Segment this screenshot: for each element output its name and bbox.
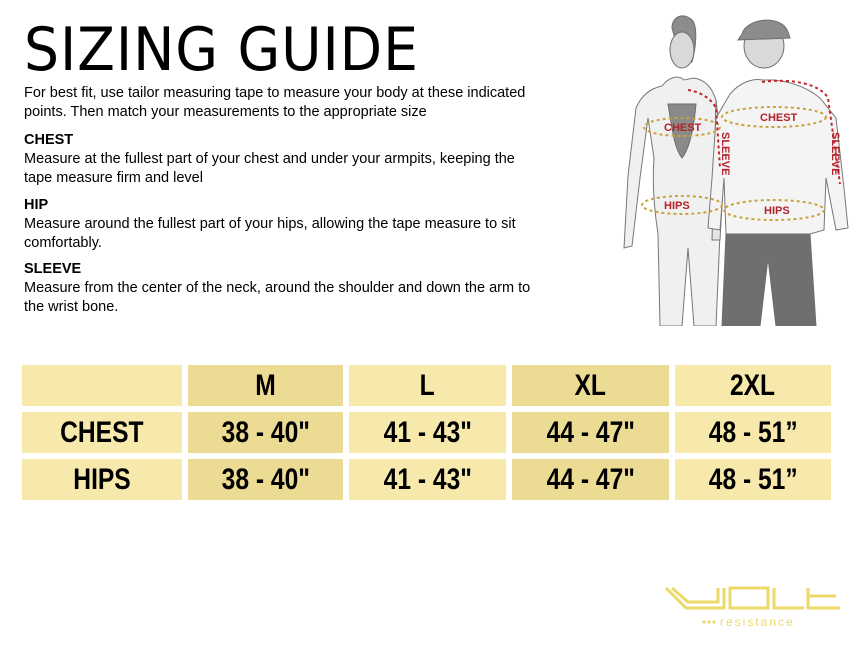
sleeve-heading: SLEEVE [24,261,82,277]
table-cell: 38 - 40" [188,412,343,453]
man-hips-label: HIPS [764,205,790,217]
man-chest-label: CHEST [760,112,798,124]
woman-sleeve-label: SLEEVE [719,132,731,176]
hip-description: Measure around the fullest part of your hips, allowing the tape measure to sit comfortably. [24,216,516,251]
table-cell: 41 - 43" [349,459,506,500]
table-header-cell: M [188,365,343,406]
volt-resistance-logo [664,582,848,630]
row-label-cell: HIPS [22,459,182,500]
woman-silhouette [624,16,724,326]
table-header-cell: L [349,365,506,406]
table-header-cell: XL [512,365,669,406]
size-chart-table [16,359,837,506]
intro-text: For best fit, use tailor measuring tape to measure your body at these indicated points. Then match your measurements to the appropriate size [24,85,526,120]
table-header-cell: 2XL [675,365,831,406]
table-row [22,459,831,500]
page-title: SIZING GUIDE [24,15,419,85]
table-header-row [22,365,831,406]
table-cell: 44 - 47" [512,412,669,453]
table-cell: 38 - 40" [188,459,343,500]
table-cell: 48 - 51” [675,459,831,500]
man-sleeve-label: SLEEVE [829,132,841,176]
row-label-cell: CHEST [22,412,182,453]
measurement-figure-illustration [612,8,860,326]
woman-chest-label: CHEST [664,122,702,134]
woman-hips-label: HIPS [664,200,690,212]
hip-heading: HIP [24,197,49,213]
sleeve-description: Measure from the center of the neck, around the shoulder and down the arm to the wrist bone. [24,280,531,315]
table-cell: 48 - 51” [675,412,831,453]
chest-heading: CHEST [24,132,74,148]
table-row [22,412,831,453]
chest-description: Measure at the fullest part of your chest and under your armpits, keeping the tape measure firm and level [24,151,515,186]
logo-tagline: resistance [720,615,795,629]
table-cell: 44 - 47" [512,459,669,500]
table-cell: 41 - 43" [349,412,506,453]
table-header-cell [22,365,182,406]
